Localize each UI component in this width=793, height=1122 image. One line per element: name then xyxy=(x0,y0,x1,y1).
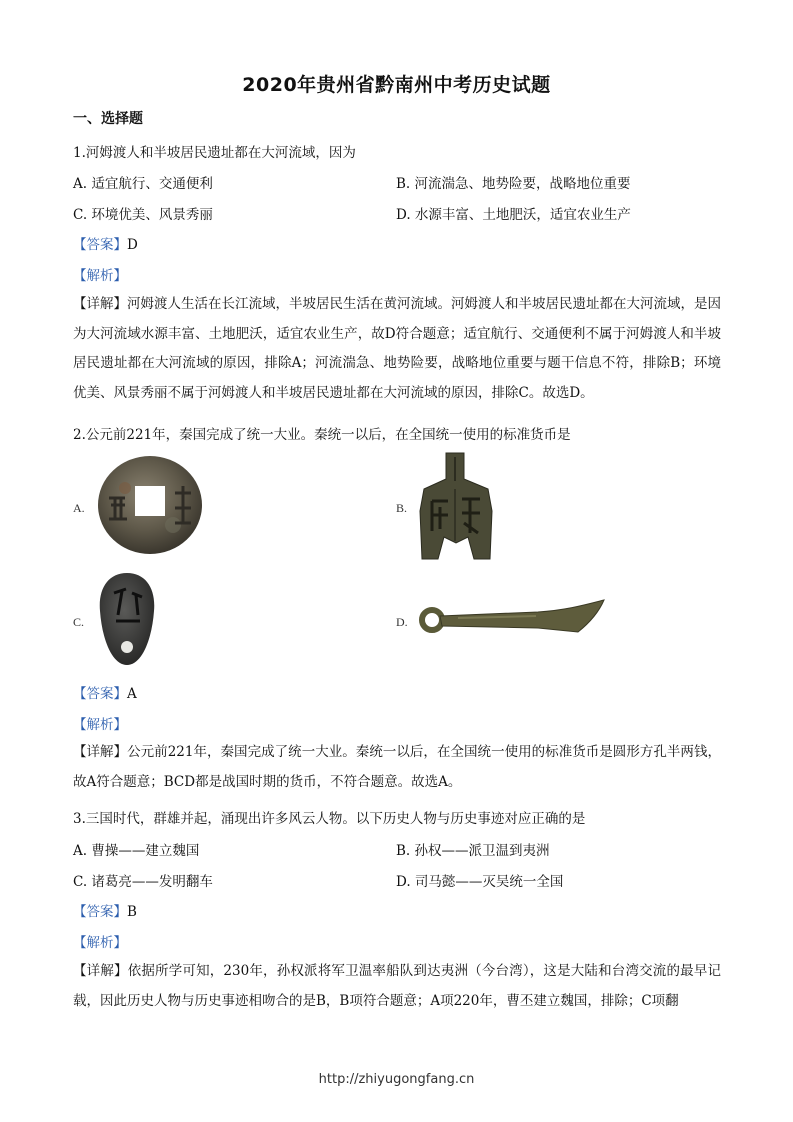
q2-analysis-tag: 【解析】 xyxy=(73,717,127,733)
detail-text: 公元前221年，秦国完成了统一大业。秦统一以后，在全国统一使用的标准货币是圆形方孔半两钱，故A符合题意；BCD都是战国时期的货币，不符合题意。故选A。 xyxy=(73,744,721,790)
q1-analysis-tag: 【解析】 xyxy=(73,268,127,284)
q1-answer xyxy=(73,233,138,253)
detail-text: 河姆渡人生活在长江流域，半坡居民生活在黄河流域。河姆渡人和半坡居民遗址都在大河流域，是因为大河流域水源丰富、土地肥沃，适宜农业生产，故D符合题意；适宜航行、交通便利不属于河姆渡人和半坡居民遗址都在大河流域的原因，排除A；河流湍急、地势险要，战略地位重要与题干信息不符，排除B；环境优美、风景秀丽不属于河姆渡人和半坡居民遗址都在大河流域的原因，排除C。故选D。 xyxy=(73,296,721,401)
ant-nose-coin-image xyxy=(96,571,158,667)
answer-value: B xyxy=(127,904,137,920)
q1-option-d: D. 水源丰富、土地肥沃，适宜农业生产 xyxy=(396,207,631,223)
ban-liang-coin-image xyxy=(95,453,205,557)
q3-analysis-tag: 【解析】 xyxy=(73,935,127,951)
q1-option-b: B. 河流湍急、地势险要，战略地位重要 xyxy=(396,176,631,192)
q2-option-a-label: A. xyxy=(73,501,85,515)
q3-option-b: B. 孙权——派卫温到夷洲 xyxy=(396,843,550,859)
q1-option-c: C. 环境优美、风景秀丽 xyxy=(73,207,213,223)
q2-option-b-label: B. xyxy=(396,501,408,515)
q2-answer xyxy=(73,682,137,702)
detail-tag: 【详解】 xyxy=(73,963,128,979)
section-heading: 一、选择题 xyxy=(73,111,143,127)
q3-option-a: A. 曹操——建立魏国 xyxy=(73,843,200,859)
q2-option-d-label: D. xyxy=(396,615,408,629)
q3-answer xyxy=(73,900,137,920)
answer-tag: 【答案】 xyxy=(73,686,127,702)
answer-value: A xyxy=(127,686,137,702)
answer-tag: 【答案】 xyxy=(73,904,127,920)
q2-stem: 2.公元前221年，秦国完成了统一大业。秦统一以后，在全国统一使用的标准货币是 xyxy=(73,427,571,443)
q1-stem: 1.河姆渡人和半坡居民遗址都在大河流域，因为 xyxy=(73,145,356,161)
page-title: 2020年贵州省黔南州中考历史试题 xyxy=(242,74,551,96)
answer-tag: 【答案】 xyxy=(73,237,127,253)
q1-option-a: A. 适宜航行、交通便利 xyxy=(73,176,213,192)
q3-detail xyxy=(73,957,721,1016)
q2-option-c-label: C. xyxy=(73,615,85,629)
q1-detail xyxy=(73,290,721,408)
spade-coin-image xyxy=(418,451,494,563)
footer-url: http://zhiyugongfang.cn xyxy=(318,1072,475,1087)
q3-option-d: D. 司马懿——灭吴统一全国 xyxy=(396,874,564,890)
detail-text: 依据所学可知，230年，孙权派将军卫温率船队到达夷洲（今台湾），这是大陆和台湾交流的最早记载，因此历史人物与历史事迹相吻合的是B，B项符合题意；A项220年，曹丕建立魏国，排除；C项翻 xyxy=(73,963,721,1009)
knife-coin-image xyxy=(418,598,608,640)
detail-tag: 【详解】 xyxy=(73,744,128,760)
q2-detail xyxy=(73,738,721,797)
q3-option-c: C. 诸葛亮——发明翻车 xyxy=(73,874,213,890)
answer-value: D xyxy=(127,237,138,253)
detail-tag: 【详解】 xyxy=(73,296,127,312)
q3-stem: 3.三国时代，群雄并起，涌现出许多风云人物。以下历史人物与历史事迹对应正确的是 xyxy=(73,811,586,827)
